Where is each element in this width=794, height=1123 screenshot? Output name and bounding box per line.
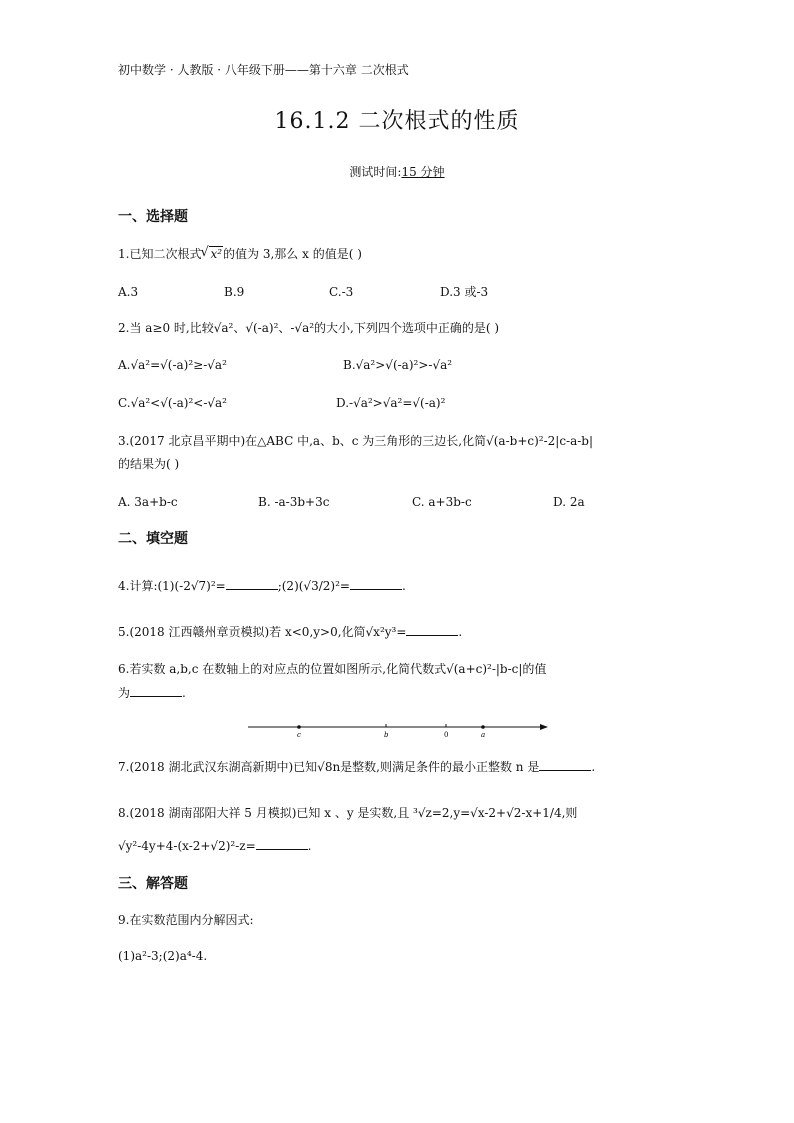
- q3-option-a: A. 3a+b-c: [118, 495, 178, 509]
- test-time-value: 15 分钟: [401, 165, 445, 179]
- section-choice: 一、选择题: [118, 209, 188, 225]
- q1-option-c: C.-3: [329, 285, 354, 299]
- test-time-label: 测试时间:: [349, 165, 402, 179]
- q1-option-b: B.9: [224, 285, 245, 299]
- label-c: c: [297, 731, 301, 739]
- point-c: [297, 725, 301, 729]
- blank: [350, 578, 402, 590]
- question-8-line-1: 8.(2018 湖南邵阳大祥 5 月模拟)已知 x 、y 是实数,且 ³√z=2,y=√x-2+√2-x+1/4,则: [118, 806, 578, 820]
- q1-option-a: A.3: [118, 285, 139, 299]
- section-fill: 二、填空题: [118, 531, 188, 547]
- q2-option-b: B.√a²>√(-a)²>-√a²: [343, 358, 453, 372]
- question-9: 9.在实数范围内分解因式:: [118, 913, 254, 927]
- question-6-line-2: 为 .: [118, 686, 186, 700]
- section-answer: 三、解答题: [118, 876, 188, 892]
- blank: [406, 624, 458, 636]
- point-a: [481, 725, 485, 729]
- question-6-line-1: 6.若实数 a,b,c 在数轴上的对应点的位置如图所示,化简代数式√(a+c)²-|b-c|的值: [118, 662, 547, 676]
- question-7: 7.(2018 湖北武汉东湖高新期中)已知√8n是整数,则满足条件的最小正整数 n 是 .: [118, 760, 596, 774]
- question-9-sub: (1)a²-3;(2)a⁴-4.: [118, 949, 208, 963]
- label-a: a: [481, 731, 486, 739]
- number-line: [248, 724, 548, 740]
- blank: [130, 685, 182, 697]
- question-1: 1.已知二次根式√ x²的值为 3,那么 x 的值是( ): [118, 246, 362, 262]
- q1-option-d: D.3 或-3: [440, 285, 489, 299]
- blank: [539, 759, 591, 771]
- radical-x2: √ x²: [201, 246, 223, 262]
- question-2: 2.当 a≥0 时,比较√a²、√(-a)²、-√a²的大小,下列四个选项中正确的是( ): [118, 321, 500, 335]
- question-8-line-2: √y²-4y+4-(x-2+√2)²-z= .: [118, 839, 312, 853]
- question-3-line-1: 3.(2017 北京昌平期中)在△ABC 中,a、b、c 为三角形的三边长,化简√(a-b+c)²-2|c-a-b|: [118, 434, 594, 448]
- label-b: b: [384, 731, 389, 739]
- question-3-line-2: 的结果为( ): [118, 457, 180, 471]
- blank: [256, 838, 308, 850]
- label-zero: 0: [444, 731, 449, 739]
- test-time: [0, 163, 794, 180]
- q3-option-c: C. a+3b-c: [412, 495, 472, 509]
- question-4: 4.计算:(1)(-2√7)²= ;(2)(√3/2)²= .: [118, 579, 406, 593]
- page-header: 初中数学 · 人教版 · 八年级下册——第十六章 二次根式: [118, 63, 409, 77]
- page-title: 16.1.2 二次根式的性质: [274, 109, 520, 134]
- q2-option-d: D.-√a²>√a²=√(-a)²: [336, 396, 446, 410]
- q2-option-a: A.√a²=√(-a)²≥-√a²: [118, 358, 227, 372]
- question-5: 5.(2018 江西赣州章贡模拟)若 x<0,y>0,化简√x²y³= .: [118, 625, 463, 639]
- q2-option-c: C.√a²<√(-a)²<-√a²: [118, 396, 227, 410]
- q3-option-b: B. -a-3b+3c: [258, 495, 330, 509]
- blank: [226, 578, 278, 590]
- q3-option-d: D. 2a: [553, 495, 585, 509]
